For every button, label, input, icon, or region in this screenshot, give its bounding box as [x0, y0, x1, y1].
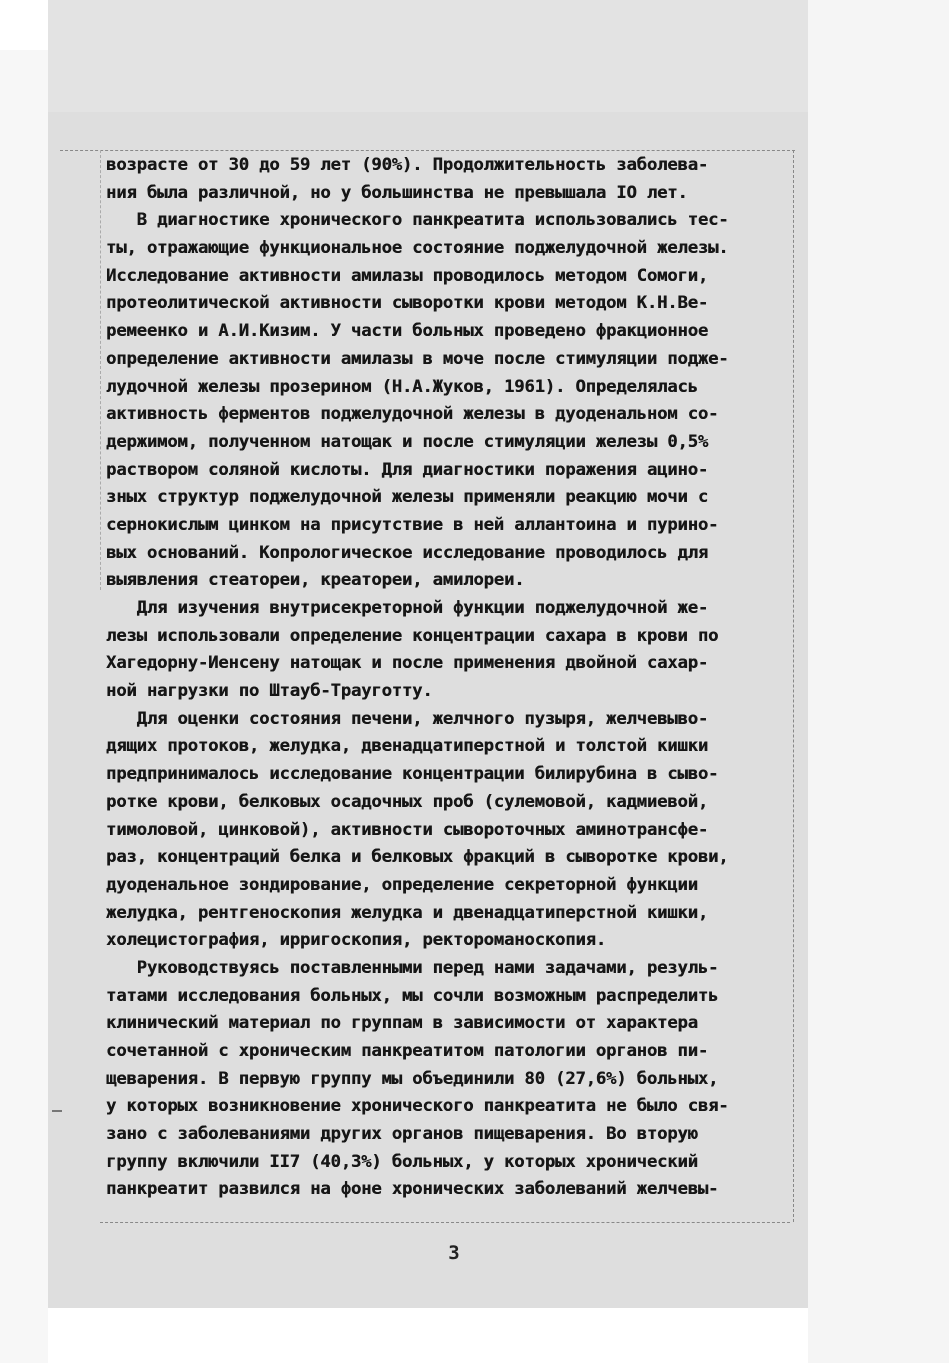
text-line: лезы использовали определение концентрации сахара в крови по — [106, 625, 719, 646]
text-line: ты, отражающие функциональное состояние поджелудочной железы. — [106, 238, 729, 259]
text-line: у которых возникновение хронического панкреатита не было свя- — [106, 1096, 729, 1117]
frame-line-top — [60, 150, 795, 151]
frame-line-right — [793, 150, 794, 1222]
text-line: панкреатит развился на фоне хронических заболеваний желчевы- — [106, 1179, 719, 1200]
body-text — [106, 152, 792, 1204]
text-line: клинический материал по группам в зависимости от характера — [106, 1013, 698, 1034]
text-line: ной нагрузки по Штауб-Трауготту. — [106, 681, 433, 702]
paragraph — [106, 955, 792, 1204]
text-line: вых оснований. Копрологическое исследование проводилось для — [106, 542, 709, 563]
text-line: раствором соляной кислоты. Для диагностики поражения ацино- — [106, 459, 709, 480]
text-line: Для оценки состояния печени, желчного пузыря, желчевыво- — [106, 708, 709, 729]
text-line: протеолитической активности сыворотки крови методом К.Н.Ве- — [106, 293, 709, 314]
page-number: 3 — [448, 1242, 460, 1264]
text-line: дящих протоков, желудка, двенадцатиперстной и толстой кишки — [106, 736, 709, 757]
text-line: выявления стеатореи, креатореи, амилореи. — [106, 570, 525, 591]
paragraph — [106, 207, 792, 595]
text-line: зных структур поджелудочной железы применяли реакцию мочи с — [106, 487, 709, 508]
text-line: Для изучения внутрисекреторной функции поджелудочной же- — [106, 598, 709, 618]
text-line: сочетанной с хроническим панкреатитом патологии органов пи- — [106, 1041, 709, 1061]
paragraph — [106, 595, 792, 706]
frame-line-bottom — [100, 1222, 790, 1223]
text-line: ния была различной, но у большинства не превышала IO лет. — [106, 182, 688, 203]
paragraph — [106, 706, 792, 955]
text-line: сернокислым цинком на присутствие в ней аллантоина и пурино- — [106, 514, 719, 535]
text-line: группу включили II7 (40,3%) больных, у которых хронический — [106, 1151, 698, 1172]
text-line: желудка, рентгеноскопия желудка и двенадцатиперстной кишки, — [106, 902, 709, 923]
scan-background-top — [48, 0, 808, 112]
text-line: В диагностике хронического панкреатита использовались тес- — [106, 210, 729, 231]
text-line: определение активности амилазы в моче после стимуляции подже- — [106, 348, 729, 369]
text-line: холецистография, ирригоскопия, ректороманоскопия. — [106, 930, 607, 951]
text-line: активность ферментов поджелудочной железы в дуоденальном со- — [106, 404, 719, 425]
text-line: лудочной железы прозерином (Н.А.Жуков, 1961). Определялась — [106, 376, 698, 397]
text-line: Хагедорну-Иенсену натощак и после применения двойной сахар- — [106, 653, 709, 674]
text-line: ротке крови, белковых осадочных проб (сулемовой, кадмиевой, — [106, 791, 709, 812]
text-line: зано с заболеваниями других органов пищеварения. Во вторую — [106, 1124, 698, 1145]
text-line: возрасте от 30 до 59 лет (90%). Продолжительность заболева- — [106, 155, 709, 175]
scan-background-right — [808, 0, 949, 1363]
frame-line-left — [100, 150, 101, 590]
text-line: Исследование активности амилазы проводилось методом Сомоги, — [106, 265, 709, 286]
text-line: держимом, полученном натощак и после стимуляции железы 0,5% — [106, 431, 709, 452]
text-line: татами исследования больных, мы сочли возможным распределить — [106, 985, 719, 1006]
text-line: предпринималось исследование концентрации билирубина в сыво- — [106, 764, 719, 785]
text-line: ремеенко и А.И.Кизим. У части больных проведено фракционное — [106, 321, 709, 342]
text-line: раз, концентраций белка и белковых фракций в сыворотке крови, — [106, 847, 729, 868]
text-line: щеварения. В первую группу мы объединили 80 (27,6%) больных, — [106, 1068, 719, 1089]
paragraph — [106, 152, 792, 207]
scan-background-left — [0, 50, 48, 1363]
margin-dash-mark — [52, 1110, 62, 1112]
text-line: Руководствуясь поставленными перед нами задачами, резуль- — [106, 957, 719, 978]
text-line: дуоденальное зондирование, определение секреторной функции — [106, 874, 698, 895]
text-line: тимоловой, цинковой), активности сывороточных аминотрансфе- — [106, 819, 709, 840]
